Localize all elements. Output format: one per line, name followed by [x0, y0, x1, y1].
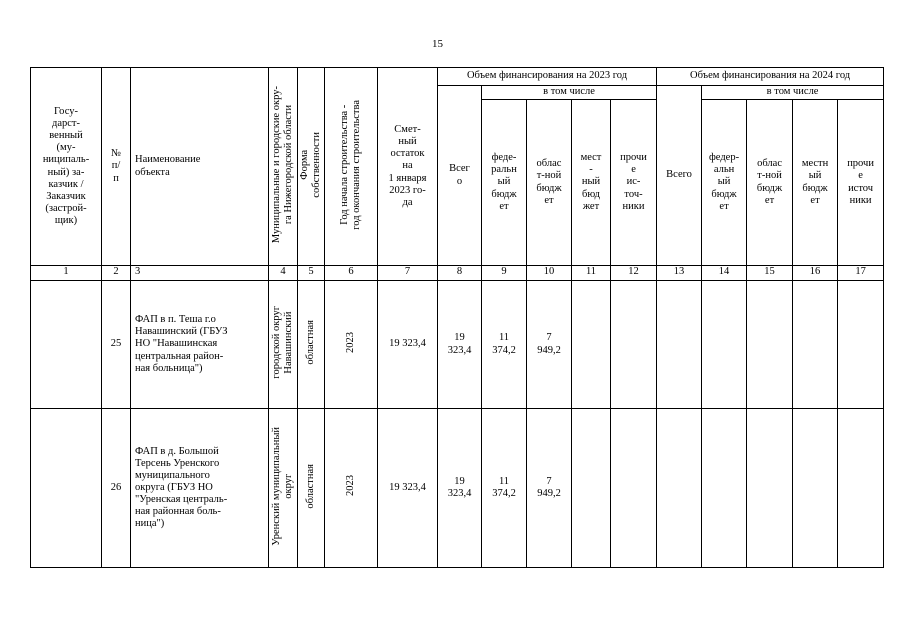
row-years: 2023	[344, 331, 356, 353]
row-municipality-cell	[269, 409, 298, 568]
header-ownership: Форма собственности	[299, 131, 323, 198]
header-municipality: Муниципальные и городские окру- га Нижегородской области	[270, 85, 294, 244]
row-ownership: областная	[304, 463, 316, 509]
col-number: 14	[702, 266, 747, 281]
col-number: 17	[838, 266, 884, 281]
header-2023-federal: феде- ральн ый бюдж ет	[482, 100, 527, 266]
row-ownership: областная	[304, 320, 316, 365]
header-ownership-cell	[298, 68, 325, 266]
row-years: 2023	[344, 475, 356, 497]
row-2024-local	[793, 409, 838, 568]
row-municipality-cell	[269, 281, 298, 409]
row-2023-other	[611, 409, 657, 568]
col-number: 16	[793, 266, 838, 281]
header-years: Год начала строительства - год окончания строительства	[338, 99, 362, 230]
row-2024-total	[657, 281, 702, 409]
table-row	[31, 409, 884, 568]
row-ownership-cell	[298, 409, 325, 568]
col-number: 5	[298, 266, 325, 281]
row-2024-other	[838, 409, 884, 568]
row-2024-local	[793, 281, 838, 409]
row-2024-federal	[702, 409, 747, 568]
col-number: 12	[611, 266, 657, 281]
col-number: 4	[269, 266, 298, 281]
header-municipality-cell	[269, 68, 298, 266]
header-fin-2023: Объем финансирования на 2023 год	[438, 68, 657, 86]
header-2024-total: Всего	[657, 86, 702, 266]
col-number: 8	[438, 266, 482, 281]
header-customer: Госу- дарст- венный (му- ниципаль- ный) за- казчик / Заказчик (застрой- щик)	[31, 68, 102, 266]
row-ownership-cell	[298, 281, 325, 409]
page-number: 15	[432, 38, 443, 50]
row-years-cell	[325, 281, 378, 409]
row-2023-total: 19 323,4	[438, 281, 482, 409]
row-name: ФАП в п. Теша г.о Навашинский (ГБУЗ НО "Навашинская центральная район- ная больница")	[131, 281, 269, 409]
header-2023-other: прочи е ис- точ- ники	[611, 100, 657, 266]
header-2024-regional: облас т-ной бюдж ет	[747, 100, 793, 266]
row-2023-local	[572, 281, 611, 409]
header-years-cell	[325, 68, 378, 266]
col-number: 11	[572, 266, 611, 281]
header-2024-other: прочи е источ ники	[838, 100, 884, 266]
row-municipality: городской округ Навашинский	[270, 306, 294, 379]
col-number: 15	[747, 266, 793, 281]
table-row	[31, 281, 884, 409]
row-2024-federal	[702, 281, 747, 409]
row-2023-federal: 11 374,2	[482, 281, 527, 409]
header-balance: Смет- ный остаток на 1 января 2023 го- да	[378, 68, 438, 266]
financing-table	[30, 67, 884, 568]
row-num: 26	[102, 409, 131, 568]
header-2024-local: местн ый бюдж ет	[793, 100, 838, 266]
row-2024-regional	[747, 409, 793, 568]
col-number: 7	[378, 266, 438, 281]
row-2023-federal: 11 374,2	[482, 409, 527, 568]
col-number: 13	[657, 266, 702, 281]
row-2023-other	[611, 281, 657, 409]
header-2024-federal: федер- альн ый бюдж ет	[702, 100, 747, 266]
row-2023-total: 19 323,4	[438, 409, 482, 568]
row-balance: 19 323,4	[378, 409, 438, 568]
col-number: 1	[31, 266, 102, 281]
header-fin-2024: Объем финансирования на 2024 год	[657, 68, 884, 86]
header-num: № п/ п	[102, 68, 131, 266]
row-2024-regional	[747, 281, 793, 409]
header-name: Наименование объекта	[131, 68, 269, 266]
row-municipality: Уренский муниципальный округ	[270, 426, 294, 546]
row-2023-local	[572, 409, 611, 568]
row-2023-regional: 7 949,2	[527, 409, 572, 568]
row-name: ФАП в д. Большой Терсень Уренского муниципального округа (ГБУЗ НО "Уренская централь- ная районная боль- ница")	[131, 409, 269, 568]
header-2023-including: в том числе	[482, 86, 657, 100]
header-2023-total: Всег о	[438, 86, 482, 266]
row-balance: 19 323,4	[378, 281, 438, 409]
col-number: 6	[325, 266, 378, 281]
col-number: 3	[131, 266, 269, 281]
row-customer	[31, 409, 102, 568]
col-number: 2	[102, 266, 131, 281]
row-num: 25	[102, 281, 131, 409]
row-2024-other	[838, 281, 884, 409]
col-number: 10	[527, 266, 572, 281]
header-2023-regional: облас т-ной бюдж ет	[527, 100, 572, 266]
col-number: 9	[482, 266, 527, 281]
row-customer	[31, 281, 102, 409]
row-years-cell	[325, 409, 378, 568]
row-2024-total	[657, 409, 702, 568]
header-2023-local: мест - ный бюд жет	[572, 100, 611, 266]
row-2023-regional: 7 949,2	[527, 281, 572, 409]
header-2024-including: в том числе	[702, 86, 884, 100]
